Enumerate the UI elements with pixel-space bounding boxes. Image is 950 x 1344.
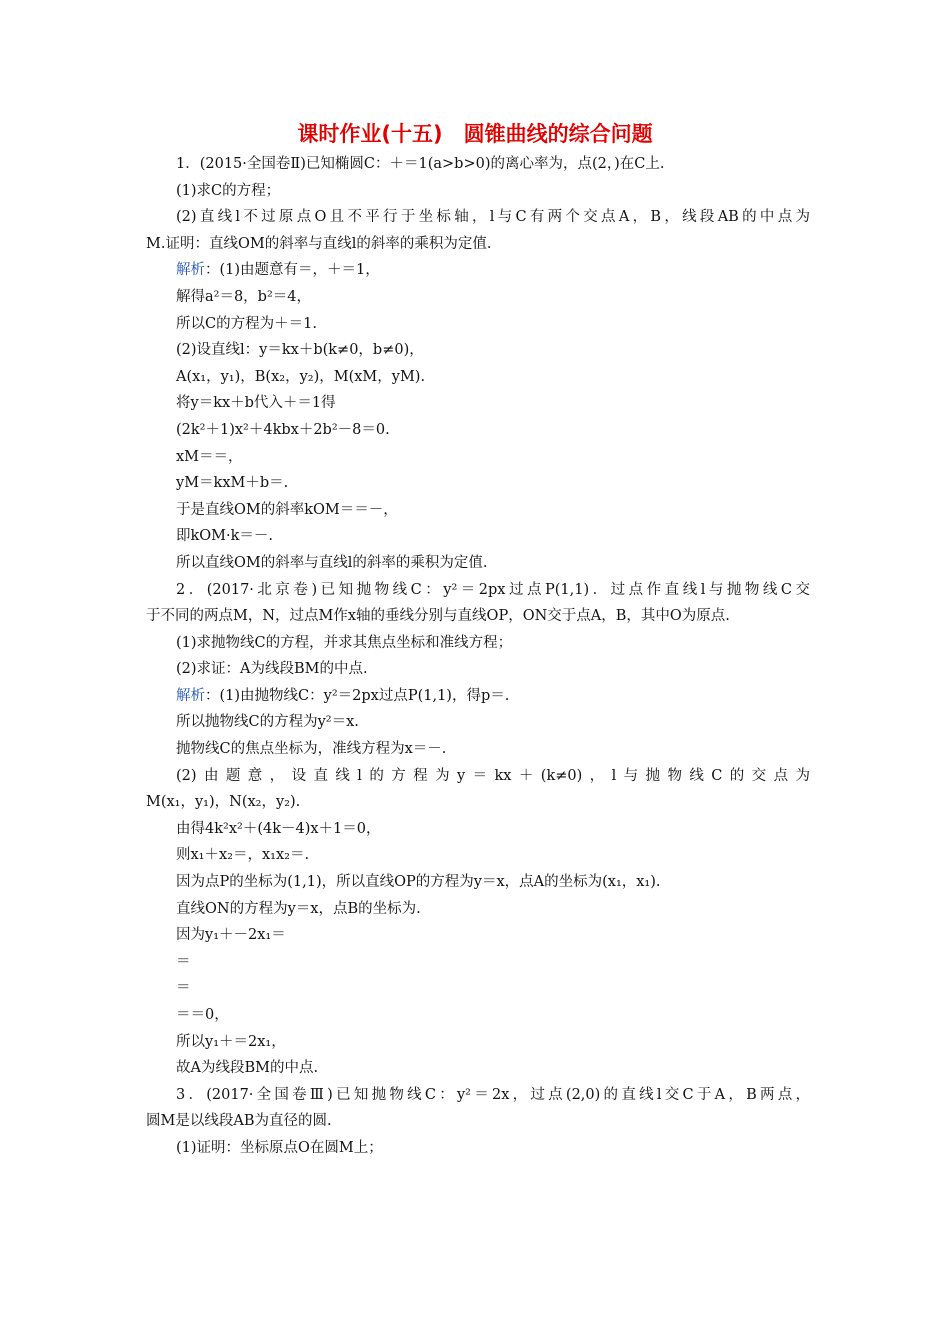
line-text: 于是直线OM的斜率kOM＝＝－， xyxy=(176,501,398,518)
text-line xyxy=(146,922,810,949)
line-text: 故A为线段BM的中点. xyxy=(176,1060,319,1077)
text-line xyxy=(146,736,810,763)
line-text: (1)证明：坐标原点O在圆M上； xyxy=(176,1139,383,1156)
text-line xyxy=(146,1002,810,1029)
text-line xyxy=(146,204,810,231)
line-text: 3．(2017·全国卷Ⅲ)已知抛物线C：y²＝2x，过点(2,0)的直线l交C于A，B两点， xyxy=(176,1086,810,1103)
text-line xyxy=(146,975,810,1002)
text-line xyxy=(146,1135,810,1162)
text-line xyxy=(146,577,810,604)
line-text: A(x₁，y₁)，B(x₂，y₂)，M(xM，yM). xyxy=(176,368,426,385)
document-body xyxy=(146,151,810,1162)
line-text: M(x₁，y₁)，N(x₂，y₂). xyxy=(146,794,301,811)
text-line xyxy=(146,603,810,630)
text-line xyxy=(146,896,810,923)
document-title: 课时作业(十五) 圆锥曲线的综合问题 xyxy=(297,122,653,146)
text-line xyxy=(146,390,810,417)
text-line xyxy=(146,337,810,364)
line-text: (2)设直线l：y＝kx＋b(k≠0，b≠0)， xyxy=(176,342,424,359)
line-text: xM＝＝， xyxy=(176,448,243,465)
line-text: ：(1)由题意有＝，＋＝1， xyxy=(205,262,380,279)
line-text: (2)直线l不过原点O且不平行于坐标轴，l与C有两个交点A，B，线段AB的中点为 xyxy=(176,209,810,226)
line-text: 2．(2017·北京卷)已知抛物线C：y²＝2px过点P(1,1)．过点作直线l与抛物线C交 xyxy=(176,581,810,598)
text-line xyxy=(146,550,810,577)
line-text: 所以y₁＋＝2x₁， xyxy=(176,1033,286,1050)
line-text: 所以抛物线C的方程为y²＝x. xyxy=(176,714,359,731)
text-line xyxy=(146,417,810,444)
line-text: M.证明：直线OM的斜率与直线l的斜率的乘积为定值. xyxy=(146,235,492,252)
text-line xyxy=(146,311,810,338)
line-text: 所以C的方程为＋＝1. xyxy=(176,315,317,332)
line-text: 将y＝kx＋b代入＋＝1得 xyxy=(176,395,336,412)
line-text: ＝ xyxy=(176,980,191,997)
text-line xyxy=(146,630,810,657)
text-line xyxy=(146,1055,810,1082)
text-line xyxy=(146,869,810,896)
text-line xyxy=(146,470,810,497)
text-line xyxy=(146,231,810,258)
solution-line xyxy=(146,257,810,284)
line-text: 由得4k²x²＋(4k－4)x＋1＝0， xyxy=(176,820,381,837)
line-text: (2)由题意，设直线l的方程为y＝kx＋(k≠0)，l与抛物线C的交点为 xyxy=(176,767,810,784)
text-line xyxy=(146,178,810,205)
text-line xyxy=(146,364,810,391)
solution-label: 解析 xyxy=(176,262,205,279)
text-line xyxy=(146,949,810,976)
line-text: (1)求抛物线C的方程，并求其焦点坐标和准线方程； xyxy=(176,634,513,651)
text-line xyxy=(146,1108,810,1135)
text-line xyxy=(146,284,810,311)
line-text: 圆M是以线段AB为直径的圆. xyxy=(146,1113,332,1130)
line-text: yM＝kxM＋b＝. xyxy=(176,475,289,492)
text-line xyxy=(146,763,810,790)
line-text: (2k²＋1)x²＋4kbx＋2b²－8＝0. xyxy=(176,421,390,438)
text-line xyxy=(146,523,810,550)
text-line xyxy=(146,497,810,524)
text-line xyxy=(146,656,810,683)
line-text: 直线ON的方程为y＝x，点B的坐标为. xyxy=(176,900,421,917)
line-text: ＝＝0， xyxy=(176,1007,229,1023)
line-text: (1)求C的方程； xyxy=(176,182,281,199)
solution-line xyxy=(146,683,810,710)
text-line xyxy=(146,1082,810,1109)
line-text: ＝ xyxy=(176,953,191,970)
text-line xyxy=(146,842,810,869)
line-text: 解得a²＝8，b²＝4， xyxy=(176,288,312,305)
line-text: 所以直线OM的斜率与直线l的斜率的乘积为定值. xyxy=(176,554,488,571)
line-text: 因为y₁＋－2x₁＝ xyxy=(176,927,286,944)
text-line xyxy=(146,1029,810,1056)
text-line xyxy=(146,709,810,736)
text-line xyxy=(146,444,810,471)
line-text: ：(1)由抛物线C：y²＝2px过点P(1,1)，得p＝. xyxy=(205,687,510,704)
text-line xyxy=(146,816,810,843)
solution-label: 解析 xyxy=(176,687,205,704)
line-text: 因为点P的坐标为(1,1)，所以直线OP的方程为y＝x，点A的坐标为(x₁，x₁). xyxy=(176,874,661,891)
text-line xyxy=(146,789,810,816)
line-text: 于不同的两点M，N，过点M作x轴的垂线分别与直线OP，ON交于点A，B，其中O为原点. xyxy=(146,608,730,625)
line-text: 即kOM·k＝－. xyxy=(176,528,274,545)
line-text: 1．(2015·全国卷Ⅱ)已知椭圆C：＋＝1(a>b>0)的离心率为，点(2，)在C上. xyxy=(176,156,665,172)
line-text: 抛物线C的焦点坐标为，准线方程为x＝－. xyxy=(176,741,447,758)
line-text: 则x₁＋x₂＝，x₁x₂＝. xyxy=(176,847,310,864)
line-text: (2)求证：A为线段BM的中点. xyxy=(176,661,368,678)
text-line xyxy=(146,151,810,178)
